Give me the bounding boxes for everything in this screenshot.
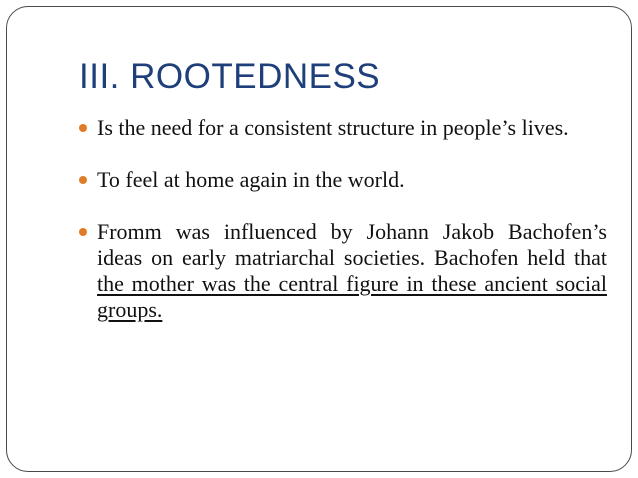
bullet-dot-icon [79, 228, 87, 236]
slide-title: III. ROOTEDNESS [79, 57, 381, 96]
bullet-item-fromm [79, 219, 607, 323]
bullet-dot-icon [79, 176, 87, 184]
bullet-text: Is the need for a consistent structure in people’s lives. [97, 115, 569, 140]
bullet-text-underlined: the mother was the central figure in these ancient social groups. [97, 271, 607, 322]
bullet-item-need [79, 115, 607, 141]
bullet-text: To feel at home again in the world. [97, 167, 405, 192]
bullet-dot-icon [79, 124, 87, 132]
bullet-text-plain: Fromm was influenced by Johann Jakob Bachofen’s ideas on early matriarchal societies. Bachofen held that [97, 219, 607, 270]
slide-frame [6, 6, 632, 472]
bullet-list [79, 115, 607, 349]
bullet-item-home [79, 167, 607, 193]
